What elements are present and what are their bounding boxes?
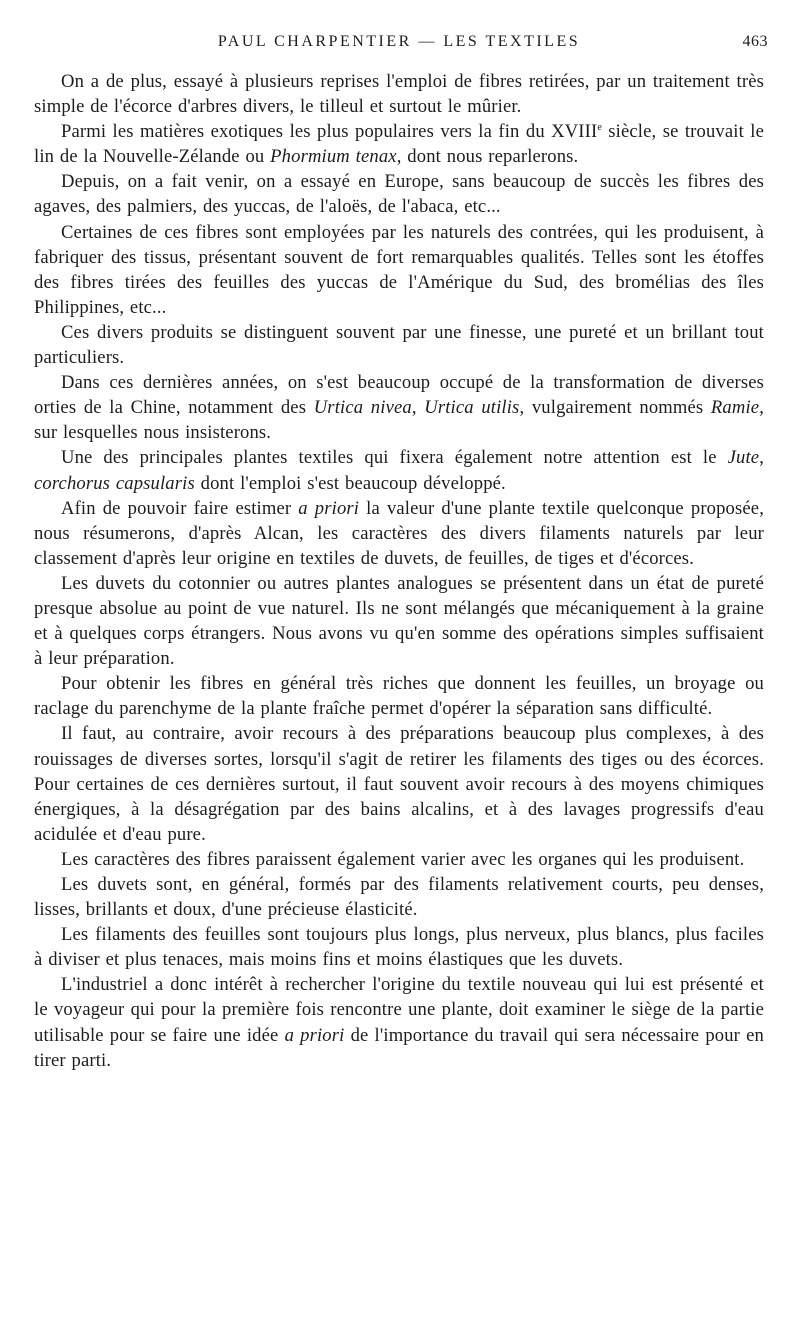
body-text — [34, 69, 764, 1073]
paragraph: Les caractères des fibres paraissent également varier avec les organes qui les produisent. — [61, 848, 745, 870]
paragraph: Depuis, on a fait venir, on a essayé en Europe, sans beaucoup de succès les fibres des agaves, des palmiers, des yuccas, de l'aloës, de l'abaca, etc... — [34, 171, 764, 218]
italic-term: corchorus capsularis — [34, 472, 195, 494]
paragraph: Ces divers produits se distinguent souvent par une finesse, une pureté et un brillant tout particuliers. — [34, 321, 764, 369]
paragraph: Une des principales plantes textiles qui fixera également notre attention est le Jute, corchorus capsularis dont l'emploi s'est beaucoup développé. — [34, 447, 764, 494]
italic-term: Ramie — [710, 397, 760, 419]
paragraph: Il faut, au contraire, avoir recours à des préparations beaucoup plus complexes, à des rouissages de diverses sortes, lorsqu'il s'agit de retirer les filaments des tiges ou des écorces. Pour certaines de ces dernières surtout, il faut souvent avoir recours à des moyens chimiques énergiques, à la désagrégation par des bains alcalins, et à des lavages progressifs d'eau acidulée et d'eau pure. — [34, 723, 764, 845]
italic-term: a priori — [284, 1024, 345, 1046]
italic-term: a priori — [298, 497, 360, 519]
book-page — [34, 33, 768, 1073]
italic-term: Urtica utilis — [424, 397, 520, 419]
paragraph: Les duvets du cotonnier ou autres plantes analogues se présentent dans un état de pureté presque absolue au point de vue naturel. Ils ne sont mélangés que mécaniquement à la graine et à quelques corps étrangers. Nous avons vu qu'en somme des opérations simples suffisaient à leur préparation. — [34, 572, 764, 670]
italic-term: Phormium tenax — [270, 146, 397, 168]
running-header — [34, 33, 768, 57]
paragraph: L'industriel a donc intérêt à rechercher l'origine du textile nouveau qui lui est présenté et le voyageur qui pour la première fois rencontre une plante, doit examiner le siège de la partie utilisable pour se faire une idée a priori de l'importance du travail qui sera nécessaire pour en tirer parti. — [34, 974, 764, 1071]
paragraph: Certaines de ces fibres sont employées par les naturels des contrées, qui les produisent, à fabriquer des tissus, présentant souvent de fort remarquables qualités. Telles sont les étoffes des fibres tirées des feuilles des yuccas de l'Amérique du Sud, des bromélias des îles Philippines, etc... — [34, 221, 764, 318]
paragraph: Afin de pouvoir faire estimer a priori la valeur d'une plante textile quelconque proposée, nous résumerons, d'après Alcan, les caractères des divers filaments naturels par leur classement d'après leur origine en textiles de duvets, de feuilles, de tiges et d'écorces. — [34, 497, 764, 569]
page-number: 463 — [742, 33, 768, 50]
paragraph: Dans ces dernières années, on s'est beaucoup occupé de la transformation de diverses orties de la Chine, notamment des Urtica nivea, Urtica utilis, vulgairement nommés Ramie, sur lesquelles nous insisterons. — [34, 372, 764, 444]
paragraph: On a de plus, essayé à plusieurs reprises l'emploi de fibres retirées, par un traitement très simple de l'écorce d'arbres divers, le tilleul et surtout le mûrier. — [34, 71, 764, 118]
paragraph: Les duvets sont, en général, formés par des filaments relativement courts, peu denses, lisses, brillants et doux, d'une précieuse élasticité. — [34, 874, 764, 921]
italic-term: Jute — [727, 447, 760, 469]
running-title: PAUL CHARPENTIER — LES TEXTILES — [217, 33, 581, 50]
italic-term: Urtica nivea — [313, 397, 412, 419]
paragraph: Les filaments des feuilles sont toujours plus longs, plus nerveux, plus blancs, plus faciles à diviser et plus tenaces, mais moins fins et moins élastiques que les duvets. — [34, 924, 764, 971]
paragraph: Pour obtenir les fibres en général très riches que donnent les feuilles, un broyage ou raclage du parenchyme de la plante fraîche permet d'opérer la séparation sans difficulté. — [34, 673, 764, 720]
paragraph: Parmi les matières exotiques les plus populaires vers la fin du XVIIIe siècle, se trouvait le lin de la Nouvelle-Zélande ou Phormium tenax, dont nous reparlerons. — [34, 121, 764, 168]
superscript: e — [597, 122, 602, 134]
